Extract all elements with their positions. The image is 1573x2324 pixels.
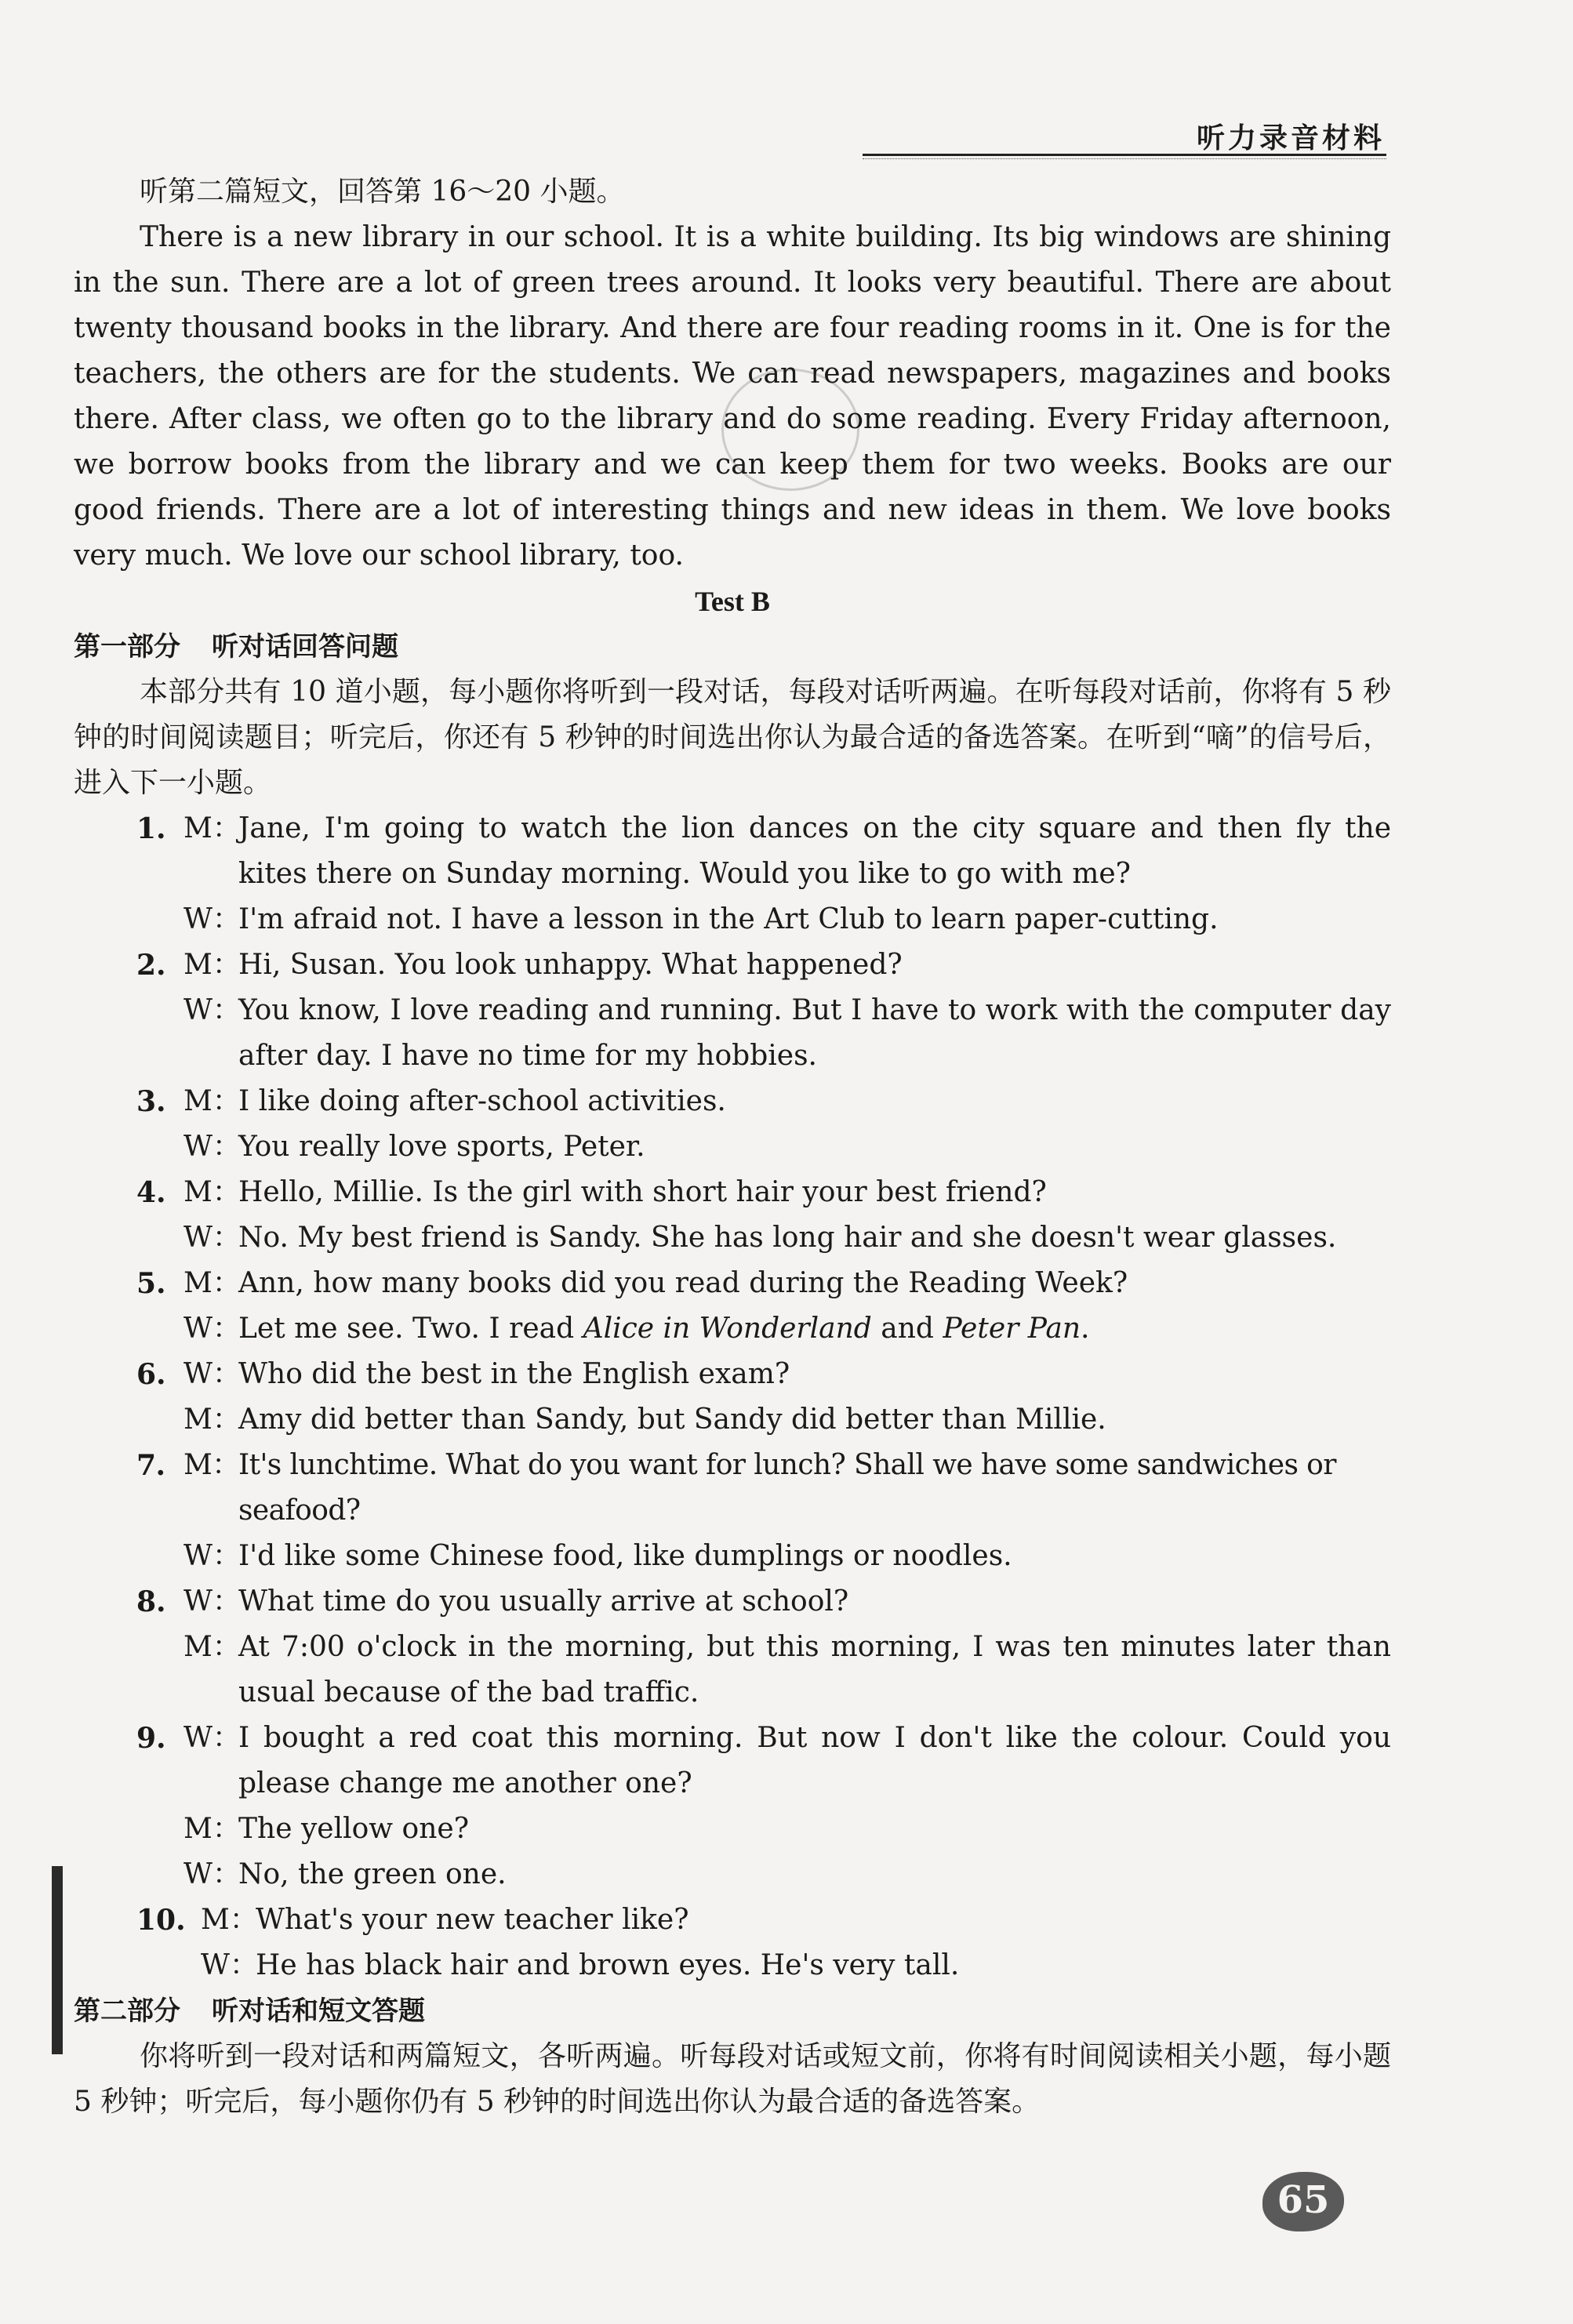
dialog-6 <box>74 1352 1391 1443</box>
dialog-line <box>74 1170 1391 1215</box>
dialog-line <box>74 1306 1391 1352</box>
dialog-line <box>74 806 1391 897</box>
speaker: M： <box>183 1176 241 1208</box>
passage-text: There is a new library in our school. It is a white building. Its big windows are shining in the sun. There are a lot of green trees around. It looks very beautiful. There are about twenty thousand books in the library. And there are four reading rooms in it. One is for the teachers, the others are for the students. We can read newspapers, magazines and books there. After class, we often go to the library and do some reading. Every Friday afternoon, we borrow books from the library and we can keep them for two weeks. Books are our good friends. There are a lot of interesting things and new ideas in them. We love books very much. We love our school library, too. <box>74 221 1391 572</box>
part1-label: 第一部分 <box>74 631 180 663</box>
dialog-line <box>74 1534 1391 1579</box>
dialog-1 <box>74 806 1391 942</box>
utterance: Who did the best in the English exam? <box>238 1358 790 1390</box>
speaker: W： <box>183 1313 242 1345</box>
dialog-line <box>74 1079 1391 1124</box>
speaker: W： <box>183 1222 242 1254</box>
test-title: Test B <box>695 586 770 617</box>
speaker: W： <box>183 1131 242 1163</box>
question-number: 9. <box>136 1722 166 1755</box>
dialog-9 <box>74 1716 1391 1897</box>
utterance: Amy did better than Sandy, but Sandy did better than Millie. <box>238 1403 1106 1436</box>
question-number: 10. <box>136 1904 186 1937</box>
utterance: What time do you usually arrive at school? <box>238 1585 849 1618</box>
speaker: W： <box>183 1540 242 1572</box>
utterance: I bought a red coat this morning. But now I don't like the colour. Could you please change me another one? <box>238 1722 1391 1799</box>
speaker: M： <box>183 1085 241 1117</box>
utterance: No. My best friend is Sandy. She has long hair and she doesn't wear glasses. <box>238 1222 1337 1254</box>
utterance: He has black hair and brown eyes. He's very tall. <box>256 1949 960 1981</box>
dialog-line <box>74 942 1391 988</box>
part2-title: 听对话和短文答题 <box>212 1995 425 2027</box>
utterance: You know, I love reading and running. But I have to work with the computer day after day. I have no time for my hobbies. <box>238 994 1391 1072</box>
question-number: 1. <box>136 812 166 845</box>
dialog-line <box>74 1443 1391 1534</box>
question-number: 4. <box>136 1176 166 1209</box>
utterance: I like doing after-school activities. <box>238 1085 726 1117</box>
part2-label: 第二部分 <box>74 1995 180 2027</box>
speaker: M： <box>183 812 241 844</box>
speaker: M： <box>201 1904 258 1936</box>
dialog-line <box>74 1215 1391 1261</box>
utterance: No, the green one. <box>238 1858 507 1890</box>
dialog-4 <box>74 1170 1391 1261</box>
dialog-line <box>74 1807 1391 1852</box>
page-number-badge <box>1262 2172 1344 2231</box>
book-title-peter-pan: Peter Pan <box>943 1313 1081 1345</box>
part1-title: 听对话回答问题 <box>212 631 398 663</box>
question-number: 7. <box>136 1449 165 1482</box>
question-number: 8. <box>136 1585 166 1618</box>
utterance: Hello, Millie. Is the girl with short hair your best friend? <box>238 1176 1047 1208</box>
passage-heading: 听第二篇短文，回答第 16～20 小题。 <box>140 176 625 208</box>
utterance: Hi, Susan. You look unhappy. What happened? <box>238 949 903 981</box>
book-title-alice: Alice in Wonderland <box>583 1313 872 1345</box>
speaker: W： <box>201 1949 259 1981</box>
utterance: You really love sports, Peter. <box>238 1131 645 1163</box>
part1-instructions: 本部分共有 10 道小题，每小题你将听到一段对话，每段对话听两遍。在听每段对话前，你将有 5 秒钟的时间阅读题目；听完后，你还有 5 秒钟的时间选出你认为最合适的备选答案。在听到“嘀”的信号后，进入下一小题。 <box>74 676 1391 799</box>
dialog-5 <box>74 1261 1391 1352</box>
dialog-3 <box>74 1079 1391 1170</box>
utterance-mid: and <box>871 1313 943 1345</box>
dialog-line <box>74 1579 1391 1625</box>
question-number: 6. <box>136 1358 166 1391</box>
header-rule-dotted <box>863 158 1386 159</box>
utterance: What's your new teacher like? <box>256 1904 689 1936</box>
dialog-line <box>74 1897 1391 1943</box>
utterance: The yellow one? <box>238 1813 470 1845</box>
dialog-7 <box>74 1443 1391 1579</box>
speaker: W： <box>183 994 242 1026</box>
dialog-line <box>74 1852 1391 1897</box>
header-rule <box>863 154 1386 156</box>
utterance: At 7:00 o'clock in the morning, but this morning, I was ten minutes later than usual because of the bad traffic. <box>238 1631 1391 1709</box>
dialog-line <box>74 1943 1391 1988</box>
dialog-10 <box>74 1897 1391 1988</box>
utterance: Ann, how many books did you read during the Reading Week? <box>238 1267 1128 1299</box>
page-content <box>74 169 1391 2125</box>
dialog-line <box>74 988 1391 1079</box>
running-header: 听力录音材料 <box>1196 122 1385 154</box>
utterance: It's lunchtime. What do you want for lunch? Shall we have some sandwiches or seafood? <box>238 1449 1336 1527</box>
page-number: 65 <box>1277 2178 1330 2222</box>
dialog-line <box>74 1625 1391 1716</box>
question-number: 5. <box>136 1267 166 1300</box>
utterance: I'd like some Chinese food, like dumplings or noodles. <box>238 1540 1012 1572</box>
dialog-line <box>74 1124 1391 1170</box>
question-number: 2. <box>136 949 166 982</box>
speaker: W： <box>183 1358 242 1390</box>
speaker: W： <box>183 1722 242 1754</box>
speaker: M： <box>183 1449 240 1481</box>
part2-heading <box>74 1988 1391 2034</box>
speaker: W： <box>183 903 242 935</box>
dialog-line <box>74 1716 1391 1807</box>
dialog-2 <box>74 942 1391 1079</box>
speaker: M： <box>183 1267 241 1299</box>
dialog-line <box>74 1397 1391 1443</box>
speaker: W： <box>183 1585 242 1618</box>
dialog-line <box>74 897 1391 942</box>
utterance: Jane, I'm going to watch the lion dances on the city square and then fly the kites there on Sunday morning. Would you like to go with me? <box>238 812 1391 890</box>
utterance-pre: Let me see. Two. I read <box>238 1313 583 1345</box>
scan-edge-mark <box>52 1866 63 2054</box>
question-number: 3. <box>136 1085 166 1118</box>
speaker: M： <box>183 1813 241 1845</box>
speaker: M： <box>183 1631 241 1663</box>
dialog-8 <box>74 1579 1391 1716</box>
part1-heading <box>74 624 1391 670</box>
speaker: W： <box>183 1858 242 1890</box>
speaker: M： <box>183 1403 241 1436</box>
speaker: M： <box>183 949 241 981</box>
dialog-line <box>74 1352 1391 1397</box>
dialog-line <box>74 1261 1391 1306</box>
utterance: I'm afraid not. I have a lesson in the Art Club to learn paper-cutting. <box>238 903 1219 935</box>
part2-instructions: 你将听到一段对话和两篇短文，各听两遍。听每段对话或短文前，你将有时间阅读相关小题，每小题 5 秒钟；听完后，每小题你仍有 5 秒钟的时间选出你认为最合适的备选答案。 <box>74 2040 1391 2118</box>
utterance-post: . <box>1081 1313 1090 1345</box>
